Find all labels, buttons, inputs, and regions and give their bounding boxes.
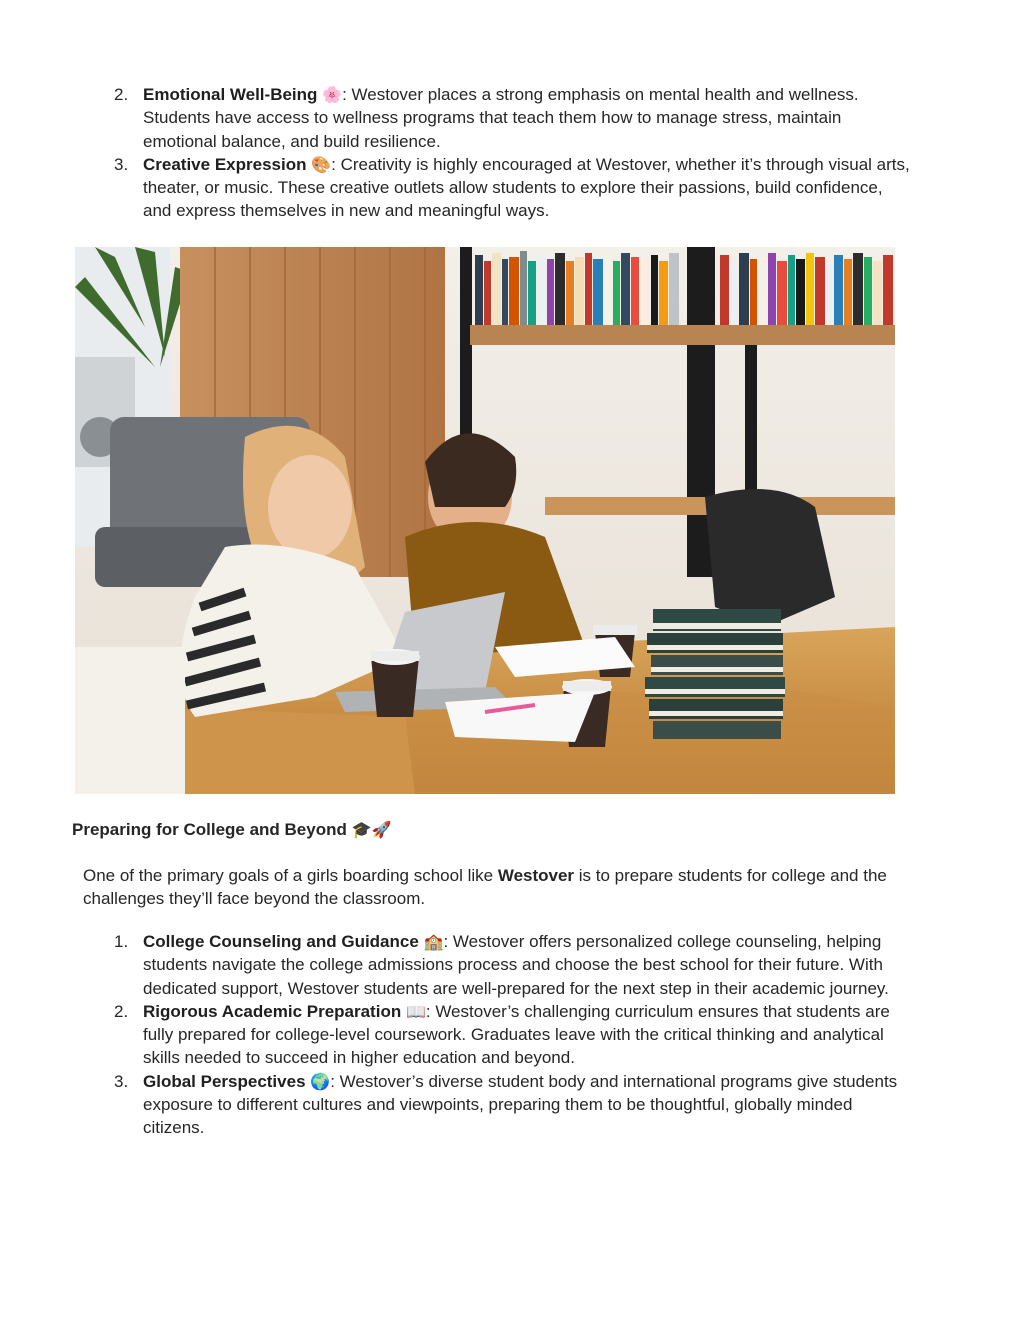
item-text: : Westover offers personalized college counseling, helping students navigate the college admissions process and choose the best school for their future. With dedicated support, Westover students are well-prepared for the next step in their academic journey.: [143, 932, 889, 998]
item-title: Rigorous Academic Preparation: [143, 1001, 402, 1021]
heading-text: Preparing for College and Beyond: [72, 820, 347, 839]
college-prep-list: [0, 930, 1024, 1140]
intro-text-end: is to prepare students for college and the challenges they’ll face beyond the classroom.: [83, 866, 887, 909]
section-intro: [83, 864, 903, 911]
globe-icon: 🌍: [310, 1071, 331, 1091]
palette-icon: 🎨: [311, 154, 332, 174]
item-text: : Westover’s challenging curriculum ensures that students are fully prepared for college-level coursework. Graduates leave with the critical thinking and analytical skills needed to succeed in higher education and beyond.: [143, 1001, 890, 1068]
section-heading: [72, 820, 391, 840]
item-title: Global Perspectives: [143, 1071, 306, 1091]
graduation-rocket-icon: 🎓🚀: [351, 820, 392, 839]
wellbeing-list: [0, 83, 1024, 223]
item-title: Emotional Well-Being: [143, 85, 318, 104]
school-icon: 🏫: [423, 932, 444, 951]
list-number: 3.: [114, 154, 129, 174]
list-number: 1.: [114, 932, 129, 951]
list-item: [0, 1070, 1024, 1140]
list-number: 2.: [114, 1001, 129, 1021]
students-studying-photo: [75, 247, 895, 794]
intro-text-start: One of the primary goals of a girls boarding school like: [83, 866, 498, 885]
list-item: [0, 83, 1024, 153]
item-title: Creative Expression: [143, 154, 307, 174]
flower-icon: 🌸: [322, 85, 343, 104]
list-item: [0, 930, 1024, 1000]
intro-school-name: Westover: [497, 866, 575, 885]
item-title: College Counseling and Guidance: [143, 932, 419, 951]
list-item: [0, 1000, 1024, 1070]
list-number: 2.: [114, 85, 129, 104]
item-text: : Westover’s diverse student body and international programs give students exposure to different cultures and viewpoints, preparing them to be thoughtful, globally minded citizens.: [143, 1071, 898, 1138]
item-text: : Westover places a strong emphasis on mental health and wellness. Students have access to wellness programs that teach them how to manage stress, maintain emotional balance, and build resilience.: [143, 85, 859, 151]
open-book-icon: 📖: [405, 1001, 426, 1021]
list-number: 3.: [114, 1071, 129, 1091]
list-item: [0, 153, 1024, 223]
item-text: : Creativity is highly encouraged at Westover, whether it’s through visual arts, theater, or music. These creative outlets allow students to explore their passions, build confidence, and express themselves in new and meaningful ways.: [143, 154, 910, 221]
